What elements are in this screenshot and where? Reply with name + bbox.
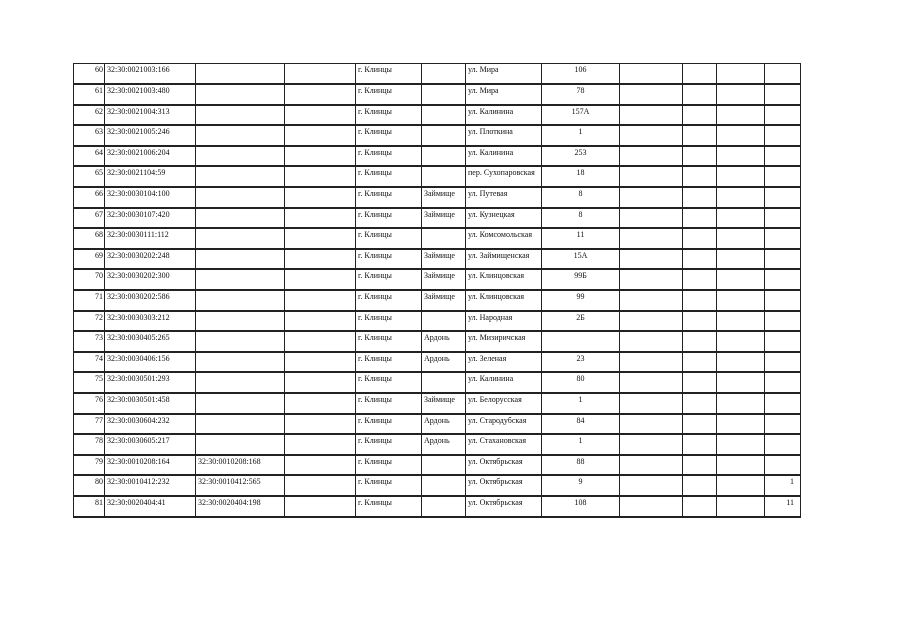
- city-cell: г. Клинцы: [356, 434, 422, 455]
- previous-cadastral-number: [196, 64, 285, 85]
- empty-cell: [683, 311, 717, 332]
- house-number: 8: [542, 187, 620, 208]
- extra-value: [765, 311, 801, 332]
- cadastral-number: 32:30:0010208:164: [105, 455, 196, 476]
- row-number: 64: [74, 146, 105, 167]
- previous-cadastral-number: 32:30:0020404:198: [196, 496, 285, 517]
- locality-cell: [422, 455, 466, 476]
- row-number: 67: [74, 208, 105, 229]
- locality-cell: [422, 372, 466, 393]
- empty-cell: [683, 352, 717, 373]
- city-cell: г. Клинцы: [356, 414, 422, 435]
- previous-cadastral-number: [196, 125, 285, 146]
- house-number: 84: [542, 414, 620, 435]
- extra-value: [765, 393, 801, 414]
- empty-cell: [285, 311, 356, 332]
- house-number: 1: [542, 434, 620, 455]
- extra-value: [765, 166, 801, 187]
- empty-cell: [620, 475, 683, 496]
- previous-cadastral-number: [196, 393, 285, 414]
- cadastral-number: 32:30:0021006:204: [105, 146, 196, 167]
- cadastral-number: 32:30:0020404:41: [105, 496, 196, 517]
- table-row: [74, 434, 801, 455]
- extra-value: [765, 290, 801, 311]
- locality-cell: Ардонь: [422, 414, 466, 435]
- empty-cell: [620, 84, 683, 105]
- cadastral-number: 32:30:0021005:246: [105, 125, 196, 146]
- empty-cell: [683, 187, 717, 208]
- empty-cell: [285, 269, 356, 290]
- city-cell: г. Клинцы: [356, 311, 422, 332]
- empty-cell: [620, 249, 683, 270]
- row-number: 66: [74, 187, 105, 208]
- extra-value: 1: [765, 475, 801, 496]
- table-row: [74, 311, 801, 332]
- street-cell: ул. Белорусская: [466, 393, 542, 414]
- locality-cell: Ардонь: [422, 352, 466, 373]
- empty-cell: [683, 331, 717, 352]
- empty-cell: [717, 105, 765, 126]
- empty-cell: [620, 146, 683, 167]
- empty-cell: [683, 414, 717, 435]
- city-cell: г. Клинцы: [356, 84, 422, 105]
- empty-cell: [717, 352, 765, 373]
- city-cell: г. Клинцы: [356, 146, 422, 167]
- locality-cell: [422, 84, 466, 105]
- cadastral-number: 32:30:0010412:232: [105, 475, 196, 496]
- cadastral-number: 32:30:0030501:458: [105, 393, 196, 414]
- registry-body: [74, 64, 801, 517]
- empty-cell: [683, 64, 717, 85]
- row-number: 80: [74, 475, 105, 496]
- previous-cadastral-number: 32:30:0010412:565: [196, 475, 285, 496]
- locality-cell: [422, 228, 466, 249]
- house-number: 8: [542, 208, 620, 229]
- cadastral-number: 32:30:0021104:59: [105, 166, 196, 187]
- empty-cell: [620, 311, 683, 332]
- city-cell: г. Клинцы: [356, 125, 422, 146]
- locality-cell: [422, 105, 466, 126]
- table-row: [74, 105, 801, 126]
- street-cell: ул. Калинина: [466, 372, 542, 393]
- previous-cadastral-number: [196, 228, 285, 249]
- street-cell: ул. Клинцовская: [466, 290, 542, 311]
- empty-cell: [683, 434, 717, 455]
- empty-cell: [285, 331, 356, 352]
- row-number: 68: [74, 228, 105, 249]
- empty-cell: [717, 269, 765, 290]
- house-number: 1: [542, 393, 620, 414]
- street-cell: ул. Комсомольская: [466, 228, 542, 249]
- empty-cell: [285, 475, 356, 496]
- empty-cell: [620, 434, 683, 455]
- extra-value: [765, 372, 801, 393]
- empty-cell: [285, 64, 356, 85]
- house-number: 15А: [542, 249, 620, 270]
- row-number: 62: [74, 105, 105, 126]
- street-cell: ул. Клинцовская: [466, 269, 542, 290]
- extra-value: [765, 455, 801, 476]
- table-row: [74, 475, 801, 496]
- cadastral-number: 32:30:0030605:217: [105, 434, 196, 455]
- empty-cell: [285, 208, 356, 229]
- extra-value: [765, 208, 801, 229]
- empty-cell: [285, 166, 356, 187]
- row-number: 72: [74, 311, 105, 332]
- city-cell: г. Клинцы: [356, 187, 422, 208]
- extra-value: [765, 64, 801, 85]
- empty-cell: [717, 64, 765, 85]
- house-number: 23: [542, 352, 620, 373]
- cadastral-number: 32:30:0021004:313: [105, 105, 196, 126]
- previous-cadastral-number: [196, 434, 285, 455]
- table-row: [74, 64, 801, 85]
- row-number: 60: [74, 64, 105, 85]
- empty-cell: [717, 475, 765, 496]
- empty-cell: [683, 372, 717, 393]
- empty-cell: [285, 290, 356, 311]
- empty-cell: [717, 311, 765, 332]
- locality-cell: [422, 311, 466, 332]
- previous-cadastral-number: [196, 187, 285, 208]
- table-row: [74, 496, 801, 517]
- row-number: 73: [74, 331, 105, 352]
- empty-cell: [620, 64, 683, 85]
- locality-cell: Займище: [422, 393, 466, 414]
- empty-cell: [683, 475, 717, 496]
- empty-cell: [285, 125, 356, 146]
- table-row: [74, 352, 801, 373]
- street-cell: ул. Стародубская: [466, 414, 542, 435]
- empty-cell: [620, 455, 683, 476]
- house-number: 157А: [542, 105, 620, 126]
- city-cell: г. Клинцы: [356, 290, 422, 311]
- previous-cadastral-number: [196, 372, 285, 393]
- empty-cell: [683, 166, 717, 187]
- previous-cadastral-number: [196, 166, 285, 187]
- city-cell: г. Клинцы: [356, 372, 422, 393]
- locality-cell: [422, 496, 466, 517]
- locality-cell: Ардонь: [422, 434, 466, 455]
- empty-cell: [285, 352, 356, 373]
- row-number: 65: [74, 166, 105, 187]
- empty-cell: [683, 125, 717, 146]
- table-row: [74, 249, 801, 270]
- row-number: 74: [74, 352, 105, 373]
- cadastral-number: 32:30:0021003:480: [105, 84, 196, 105]
- empty-cell: [683, 208, 717, 229]
- row-number: 69: [74, 249, 105, 270]
- street-cell: ул. Октябрьская: [466, 455, 542, 476]
- empty-cell: [285, 187, 356, 208]
- street-cell: ул. Мира: [466, 84, 542, 105]
- cadastral-number: 32:30:0030111:112: [105, 228, 196, 249]
- locality-cell: [422, 64, 466, 85]
- street-cell: ул. Калинина: [466, 146, 542, 167]
- locality-cell: Займище: [422, 249, 466, 270]
- house-number: 106: [542, 64, 620, 85]
- street-cell: ул. Калинина: [466, 105, 542, 126]
- empty-cell: [285, 228, 356, 249]
- previous-cadastral-number: [196, 208, 285, 229]
- empty-cell: [683, 455, 717, 476]
- city-cell: г. Клинцы: [356, 331, 422, 352]
- extra-value: [765, 187, 801, 208]
- street-cell: ул. Стахановская: [466, 434, 542, 455]
- empty-cell: [620, 352, 683, 373]
- empty-cell: [285, 105, 356, 126]
- table-row: [74, 331, 801, 352]
- previous-cadastral-number: 32:30:0010208:168: [196, 455, 285, 476]
- house-number: 99Б: [542, 269, 620, 290]
- previous-cadastral-number: [196, 146, 285, 167]
- row-number: 77: [74, 414, 105, 435]
- city-cell: г. Клинцы: [356, 455, 422, 476]
- empty-cell: [285, 496, 356, 517]
- empty-cell: [717, 187, 765, 208]
- row-number: 76: [74, 393, 105, 414]
- empty-cell: [683, 290, 717, 311]
- table-row: [74, 228, 801, 249]
- extra-value: [765, 414, 801, 435]
- house-number: 99: [542, 290, 620, 311]
- house-number: 18: [542, 166, 620, 187]
- empty-cell: [620, 208, 683, 229]
- city-cell: г. Клинцы: [356, 269, 422, 290]
- empty-cell: [620, 269, 683, 290]
- empty-cell: [717, 496, 765, 517]
- extra-value: [765, 125, 801, 146]
- empty-cell: [285, 372, 356, 393]
- city-cell: г. Клинцы: [356, 475, 422, 496]
- previous-cadastral-number: [196, 290, 285, 311]
- empty-cell: [285, 393, 356, 414]
- empty-cell: [620, 228, 683, 249]
- row-number: 79: [74, 455, 105, 476]
- extra-value: [765, 146, 801, 167]
- street-cell: ул. Мизиричская: [466, 331, 542, 352]
- locality-cell: Займище: [422, 208, 466, 229]
- table-row: [74, 146, 801, 167]
- locality-cell: Займище: [422, 290, 466, 311]
- empty-cell: [717, 249, 765, 270]
- empty-cell: [717, 331, 765, 352]
- street-cell: ул. Займищенская: [466, 249, 542, 270]
- street-cell: ул. Путевая: [466, 187, 542, 208]
- empty-cell: [717, 84, 765, 105]
- city-cell: г. Клинцы: [356, 249, 422, 270]
- house-number: 9: [542, 475, 620, 496]
- cadastral-number: 32:30:0030202:248: [105, 249, 196, 270]
- locality-cell: Займище: [422, 269, 466, 290]
- previous-cadastral-number: [196, 352, 285, 373]
- table-row: [74, 290, 801, 311]
- empty-cell: [285, 249, 356, 270]
- empty-cell: [683, 249, 717, 270]
- cadastral-number: 32:30:0030604:232: [105, 414, 196, 435]
- house-number: 108: [542, 496, 620, 517]
- street-cell: ул. Октябрьская: [466, 496, 542, 517]
- street-cell: пер. Сухопаровская: [466, 166, 542, 187]
- street-cell: ул. Кузнецкая: [466, 208, 542, 229]
- house-number: 88: [542, 455, 620, 476]
- registry-table: [73, 63, 801, 518]
- empty-cell: [717, 414, 765, 435]
- locality-cell: Ардонь: [422, 331, 466, 352]
- previous-cadastral-number: [196, 311, 285, 332]
- empty-cell: [620, 105, 683, 126]
- street-cell: ул. Народная: [466, 311, 542, 332]
- city-cell: г. Клинцы: [356, 496, 422, 517]
- empty-cell: [683, 496, 717, 517]
- table-row: [74, 455, 801, 476]
- street-cell: ул. Мира: [466, 64, 542, 85]
- cadastral-number: 32:30:0021003:166: [105, 64, 196, 85]
- empty-cell: [285, 455, 356, 476]
- cadastral-number: 32:30:0030107:420: [105, 208, 196, 229]
- empty-cell: [683, 84, 717, 105]
- house-number: 1: [542, 125, 620, 146]
- extra-value: [765, 84, 801, 105]
- empty-cell: [717, 372, 765, 393]
- city-cell: г. Клинцы: [356, 105, 422, 126]
- empty-cell: [717, 228, 765, 249]
- previous-cadastral-number: [196, 249, 285, 270]
- street-cell: ул. Октябрьская: [466, 475, 542, 496]
- empty-cell: [620, 496, 683, 517]
- row-number: 63: [74, 125, 105, 146]
- empty-cell: [717, 455, 765, 476]
- extra-value: [765, 352, 801, 373]
- empty-cell: [620, 393, 683, 414]
- empty-cell: [620, 414, 683, 435]
- empty-cell: [717, 393, 765, 414]
- empty-cell: [285, 84, 356, 105]
- city-cell: г. Клинцы: [356, 228, 422, 249]
- house-number: 78: [542, 84, 620, 105]
- empty-cell: [683, 105, 717, 126]
- house-number: [542, 331, 620, 352]
- locality-cell: Займище: [422, 187, 466, 208]
- empty-cell: [717, 434, 765, 455]
- previous-cadastral-number: [196, 105, 285, 126]
- empty-cell: [683, 393, 717, 414]
- cadastral-number: 32:30:0030202:300: [105, 269, 196, 290]
- empty-cell: [717, 208, 765, 229]
- extra-value: [765, 228, 801, 249]
- empty-cell: [620, 166, 683, 187]
- table-row: [74, 269, 801, 290]
- city-cell: г. Клинцы: [356, 208, 422, 229]
- table-row: [74, 414, 801, 435]
- empty-cell: [683, 146, 717, 167]
- empty-cell: [285, 146, 356, 167]
- empty-cell: [717, 290, 765, 311]
- empty-cell: [620, 372, 683, 393]
- previous-cadastral-number: [196, 269, 285, 290]
- table-row: [74, 208, 801, 229]
- street-cell: ул. Зеленая: [466, 352, 542, 373]
- cadastral-number: 32:30:0030405:265: [105, 331, 196, 352]
- locality-cell: [422, 475, 466, 496]
- city-cell: г. Клинцы: [356, 64, 422, 85]
- previous-cadastral-number: [196, 331, 285, 352]
- table-row: [74, 393, 801, 414]
- table-row: [74, 125, 801, 146]
- empty-cell: [683, 269, 717, 290]
- row-number: 75: [74, 372, 105, 393]
- locality-cell: [422, 146, 466, 167]
- empty-cell: [717, 166, 765, 187]
- cadastral-number: 32:30:0030501:293: [105, 372, 196, 393]
- table-row: [74, 166, 801, 187]
- empty-cell: [620, 290, 683, 311]
- extra-value: [765, 434, 801, 455]
- extra-value: 11: [765, 496, 801, 517]
- table-row: [74, 187, 801, 208]
- empty-cell: [717, 146, 765, 167]
- locality-cell: [422, 166, 466, 187]
- table-row: [74, 372, 801, 393]
- extra-value: [765, 331, 801, 352]
- row-number: 78: [74, 434, 105, 455]
- house-number: 253: [542, 146, 620, 167]
- cadastral-number: 32:30:0030104:100: [105, 187, 196, 208]
- house-number: 2Б: [542, 311, 620, 332]
- empty-cell: [620, 187, 683, 208]
- previous-cadastral-number: [196, 414, 285, 435]
- table-row: [74, 84, 801, 105]
- empty-cell: [285, 414, 356, 435]
- row-number: 61: [74, 84, 105, 105]
- cadastral-number: 32:30:0030303:212: [105, 311, 196, 332]
- house-number: 80: [542, 372, 620, 393]
- city-cell: г. Клинцы: [356, 393, 422, 414]
- cadastral-number: 32:30:0030202:586: [105, 290, 196, 311]
- row-number: 71: [74, 290, 105, 311]
- row-number: 70: [74, 269, 105, 290]
- empty-cell: [620, 125, 683, 146]
- extra-value: [765, 249, 801, 270]
- extra-value: [765, 269, 801, 290]
- previous-cadastral-number: [196, 84, 285, 105]
- house-number: 11: [542, 228, 620, 249]
- row-number: 81: [74, 496, 105, 517]
- empty-cell: [717, 125, 765, 146]
- city-cell: г. Клинцы: [356, 352, 422, 373]
- street-cell: ул. Плоткина: [466, 125, 542, 146]
- empty-cell: [620, 331, 683, 352]
- cadastral-number: 32:30:0030406:156: [105, 352, 196, 373]
- empty-cell: [285, 434, 356, 455]
- city-cell: г. Клинцы: [356, 166, 422, 187]
- locality-cell: [422, 125, 466, 146]
- extra-value: [765, 105, 801, 126]
- empty-cell: [683, 228, 717, 249]
